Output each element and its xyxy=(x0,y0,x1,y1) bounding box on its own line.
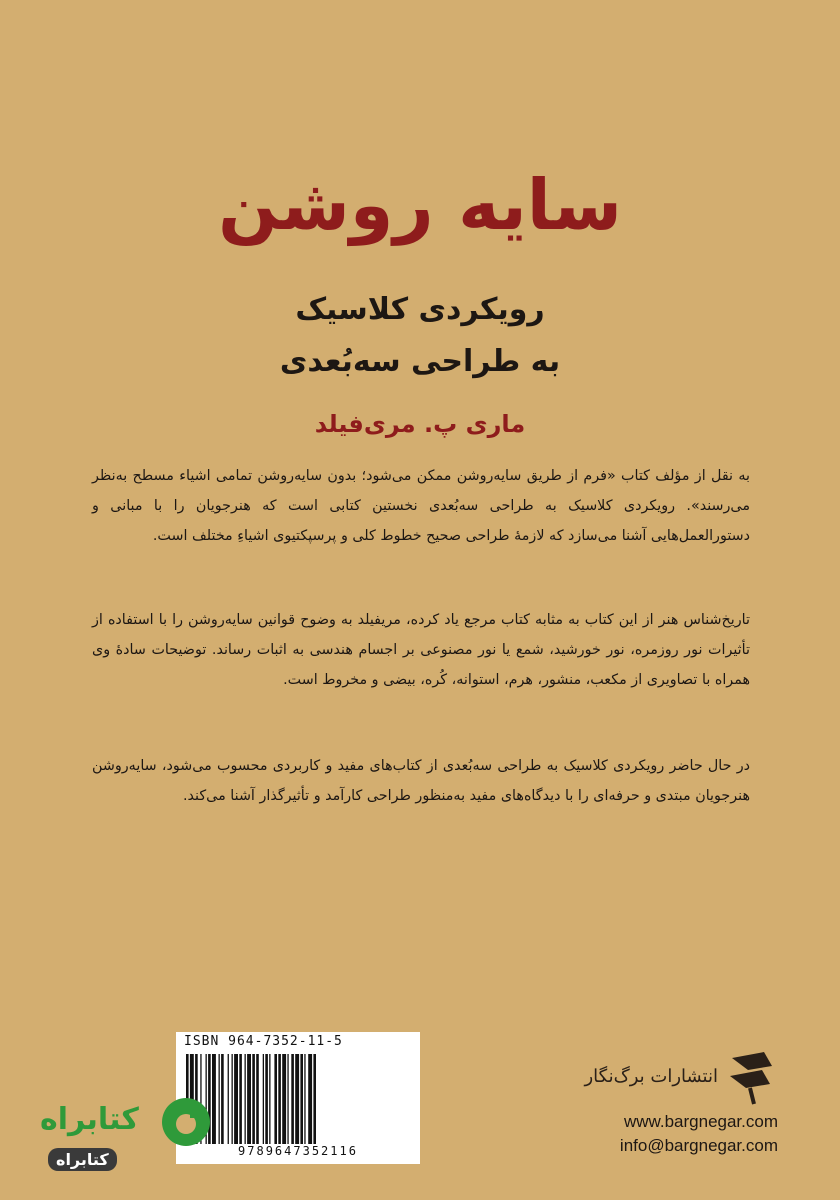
blurb-paragraph-1: به نقل از مؤلف کتاب «فرم از طریق سایه‌روشن ممکن می‌شود؛ بدون سایه‌روشن تمامی اشیاء مسطح به‌نظر می‌رسند». رویکردی کلاسیک به طراحی سه‌بُعدی نخستین کتابی است که هنرجویان را با مبانی و دستورالعمل‌هایی آشنا می‌سازد که لازمهٔ طراحی صحیح خطوط کلی و پرسپکتیوی اشیاءِ مختلف است. xyxy=(92,468,750,544)
barcode-bar xyxy=(287,1054,288,1146)
isbn-label: ISBN 964-7352-11-5 xyxy=(184,1034,343,1049)
barcode-bar xyxy=(304,1054,305,1146)
barcode-bar xyxy=(274,1054,277,1146)
barcode-bar xyxy=(239,1054,242,1146)
barcode-bar xyxy=(300,1054,303,1146)
barcode-bar xyxy=(313,1054,316,1146)
publisher-logo-icon xyxy=(724,1048,780,1106)
watermark-text: کتابراه xyxy=(40,1102,139,1137)
barcode-bar xyxy=(291,1054,294,1146)
barcode-bar xyxy=(278,1054,281,1146)
barcode-bar xyxy=(282,1054,286,1146)
barcode-bar xyxy=(263,1054,264,1146)
barcode-bar xyxy=(245,1054,246,1146)
barcode-bar xyxy=(269,1054,270,1146)
book-title: سایه روشن xyxy=(218,164,622,246)
leaf-logo-icon xyxy=(160,1096,212,1148)
barcode-bar xyxy=(247,1054,251,1146)
barcode-bar xyxy=(256,1054,259,1146)
publisher-name: انتشارات برگ‌نگار xyxy=(584,1066,718,1087)
barcode-bar xyxy=(232,1054,233,1146)
publisher-website[interactable]: www.bargnegar.com xyxy=(623,1112,778,1131)
barcode-bar xyxy=(295,1054,299,1146)
barcode-bar xyxy=(234,1054,238,1146)
barcode-bar xyxy=(265,1054,268,1146)
watermark-small-text: کتابراه xyxy=(48,1148,117,1171)
blurb-paragraph-2: تاریخ‌شناس هنر از این کتاب به مثابه کتاب مرجع یاد کرده، مریفیلد به وضوح قوانین سایه‌روشن را با استفاده از تأثیرات نور روزمره، نور خورشید، شمع یا نور مصنوعی بر اجسام هندسی به اثبات رساند. توضیحات سادهٔ وی همراه با تصاویری از مکعب، منشور، هرم، استوانه، کُره، بیضی و مخروط است. xyxy=(92,612,750,688)
book-author: ماری پ. مری‌فیلد xyxy=(314,410,526,438)
barcode-bar xyxy=(308,1054,312,1146)
book-subtitle-line1: رویکردی کلاسیک xyxy=(295,292,545,327)
barcode-bar xyxy=(252,1054,255,1146)
barcode-bar xyxy=(221,1054,224,1146)
book-subtitle-line2: به طراحی سه‌بُعدی xyxy=(279,344,561,379)
barcode-number: 9789647352116 xyxy=(182,1144,414,1158)
publisher-block xyxy=(560,1048,780,1108)
blurb-paragraph-3: در حال حاضر رویکردی کلاسیک به طراحی سه‌بُعدی از کتاب‌های مفید و کاربردی محسوب می‌شود، سایه‌روشن هنرجویان مبتدی و حرفه‌ای را با دیدگاه‌های مفید به‌منظور طراحی کارآمد و تأثیرگذار آشنا می‌کند. xyxy=(92,758,750,804)
publisher-email[interactable]: info@bargnegar.com xyxy=(619,1136,778,1155)
watermark xyxy=(30,1090,220,1190)
barcode-bar xyxy=(228,1054,229,1146)
